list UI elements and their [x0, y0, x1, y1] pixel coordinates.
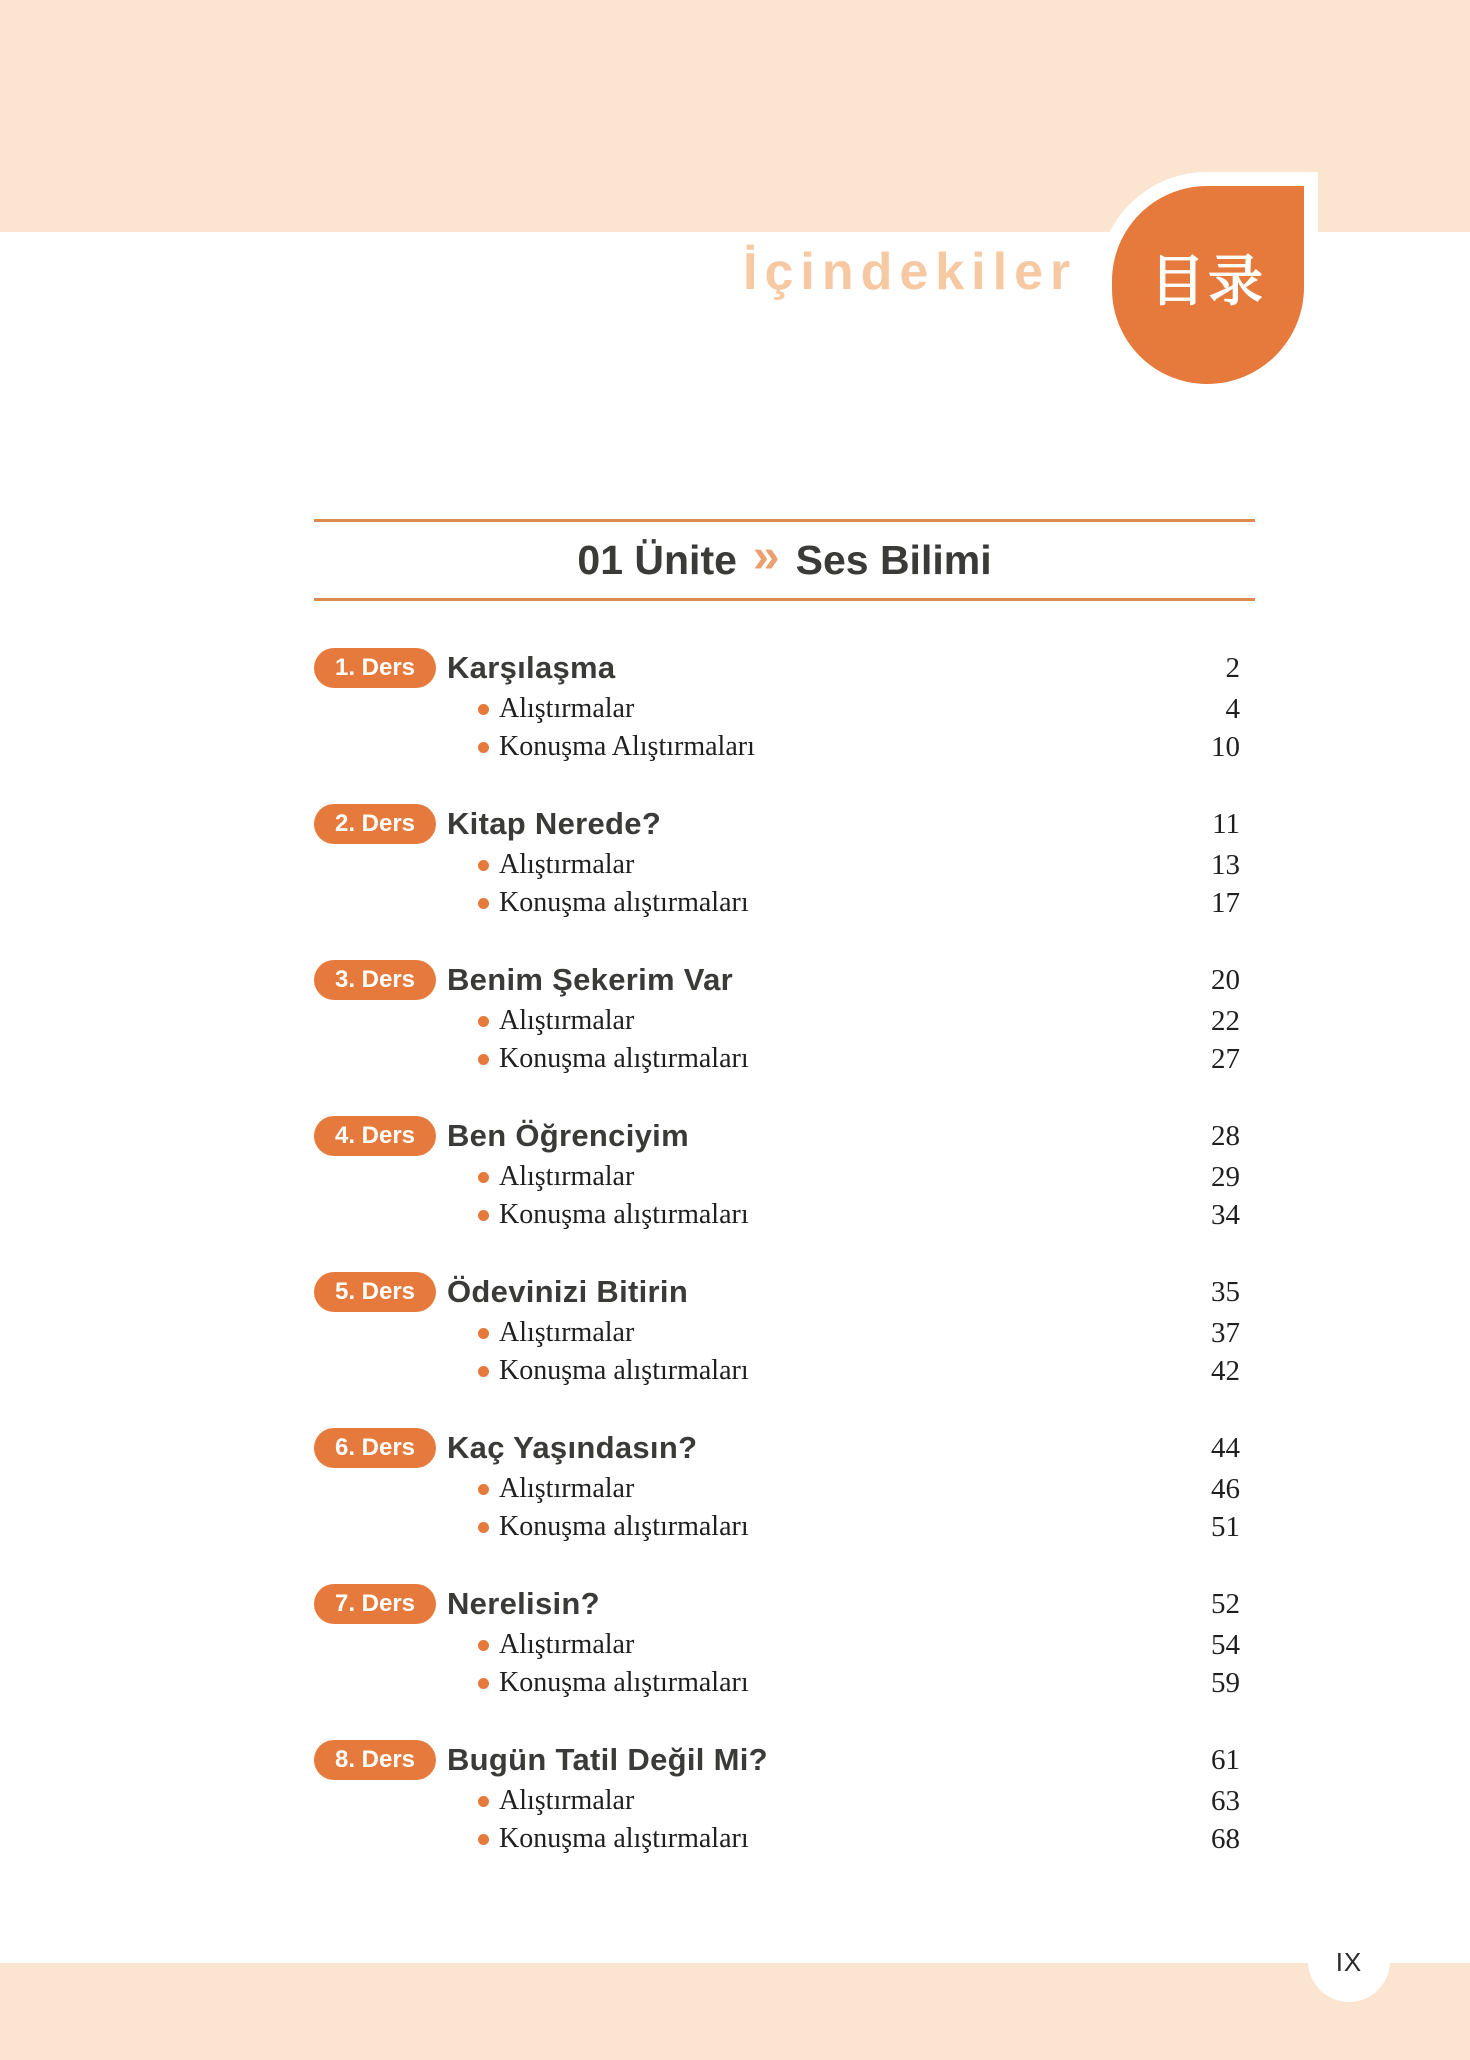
lesson-block	[314, 1270, 1255, 1390]
chevron-right-icon: »	[752, 530, 780, 583]
lesson-block	[314, 1426, 1255, 1546]
lesson-block	[314, 646, 1255, 766]
lesson-subitem-row	[314, 1470, 1255, 1508]
lesson-title: Kitap Nerede?	[447, 806, 662, 841]
lesson-title-row	[314, 1270, 1255, 1314]
subitem-label: Alıştırmalar	[499, 1161, 635, 1192]
lesson-subitem-row	[314, 1196, 1255, 1234]
lesson-subitem-row	[314, 728, 1255, 766]
subitem-page-number: 13	[1211, 848, 1240, 881]
subitem-label: Konuşma alıştırmaları	[499, 1667, 749, 1698]
lesson-page-number: 35	[1211, 1275, 1240, 1308]
subitem-label: Alıştırmalar	[499, 1317, 635, 1348]
subitem-label: Konuşma Alıştırmaları	[499, 731, 755, 762]
unit-number: 01 Ünite	[577, 536, 737, 583]
lesson-number-badge: 1. Ders	[314, 648, 436, 688]
lesson-subitem-row	[314, 1314, 1255, 1352]
lesson-page-number: 44	[1211, 1431, 1240, 1464]
page-title: İçindekiler	[743, 243, 1078, 301]
contents-badge-inner	[1112, 186, 1304, 384]
lesson-title: Bugün Tatil Değil Mi?	[447, 1742, 768, 1777]
lesson-block	[314, 802, 1255, 922]
lesson-number-badge: 3. Ders	[314, 960, 436, 1000]
lesson-title-row	[314, 958, 1255, 1002]
lesson-page-number: 2	[1225, 651, 1240, 684]
lesson-block	[314, 958, 1255, 1078]
lesson-number-badge: 5. Ders	[314, 1272, 436, 1312]
lesson-title: Kaç Yaşındasın?	[447, 1430, 698, 1465]
lesson-page-number: 20	[1211, 963, 1240, 996]
bullet-icon	[478, 1678, 489, 1689]
lesson-block	[314, 1738, 1255, 1858]
bullet-icon	[478, 860, 489, 871]
subitem-page-number: 51	[1211, 1510, 1240, 1543]
subitem-label: Konuşma alıştırmaları	[499, 887, 749, 918]
bullet-icon	[478, 1210, 489, 1221]
bottom-band	[0, 1963, 1470, 2060]
lesson-subitem-row	[314, 1352, 1255, 1390]
bullet-icon	[478, 742, 489, 753]
subitem-label: Konuşma alıştırmaları	[499, 1043, 749, 1074]
subitem-page-number: 46	[1211, 1472, 1240, 1505]
subitem-page-number: 68	[1211, 1822, 1240, 1855]
lesson-title-row	[314, 1426, 1255, 1470]
bullet-icon	[478, 1328, 489, 1339]
bullet-icon	[478, 1484, 489, 1495]
lesson-title-row	[314, 1582, 1255, 1626]
lesson-title-row	[314, 1114, 1255, 1158]
lesson-title-row	[314, 1738, 1255, 1782]
lesson-number-badge: 4. Ders	[314, 1116, 436, 1156]
lesson-number-badge: 7. Ders	[314, 1584, 436, 1624]
subitem-page-number: 37	[1211, 1316, 1240, 1349]
bullet-icon	[478, 1834, 489, 1845]
subitem-label: Alıştırmalar	[499, 1629, 635, 1660]
bullet-icon	[478, 1640, 489, 1651]
lesson-title-row	[314, 802, 1255, 846]
lesson-number-badge: 8. Ders	[314, 1740, 436, 1780]
unit-header	[314, 519, 1255, 601]
subitem-label: Alıştırmalar	[499, 849, 635, 880]
subitem-label: Alıştırmalar	[499, 1785, 635, 1816]
lesson-block	[314, 1114, 1255, 1234]
lesson-subitem-row	[314, 1158, 1255, 1196]
lesson-list	[314, 646, 1255, 1894]
subitem-page-number: 4	[1225, 692, 1240, 725]
subitem-label: Konuşma alıştırmaları	[499, 1355, 749, 1386]
lesson-title: Karşılaşma	[447, 650, 616, 685]
subitem-page-number: 34	[1211, 1198, 1240, 1231]
lesson-number-badge: 2. Ders	[314, 804, 436, 844]
lesson-title: Nerelisin?	[447, 1586, 600, 1621]
subitem-label: Alıştırmalar	[499, 1473, 635, 1504]
lesson-subitem-row	[314, 1664, 1255, 1702]
bullet-icon	[478, 898, 489, 909]
lesson-page-number: 28	[1211, 1119, 1240, 1152]
unit-title: Ses Bilimi	[795, 536, 992, 583]
lesson-page-number: 52	[1211, 1587, 1240, 1620]
subitem-label: Alıştırmalar	[499, 1005, 635, 1036]
subitem-page-number: 22	[1211, 1004, 1240, 1037]
subitem-page-number: 10	[1211, 730, 1240, 763]
lesson-subitem-row	[314, 1040, 1255, 1078]
lesson-subitem-row	[314, 884, 1255, 922]
lesson-title-row	[314, 646, 1255, 690]
bullet-icon	[478, 1054, 489, 1065]
bullet-icon	[478, 1796, 489, 1807]
lesson-page-number: 61	[1211, 1743, 1240, 1776]
subitem-page-number: 54	[1211, 1628, 1240, 1661]
lesson-title: Benim Şekerim Var	[447, 962, 733, 997]
bullet-icon	[478, 704, 489, 715]
subitem-label: Konuşma alıştırmaları	[499, 1511, 749, 1542]
lesson-subitem-row	[314, 846, 1255, 884]
subitem-page-number: 42	[1211, 1354, 1240, 1387]
bullet-icon	[478, 1172, 489, 1183]
lesson-subitem-row	[314, 690, 1255, 728]
contents-badge-blob	[1098, 172, 1318, 398]
lesson-subitem-row	[314, 1508, 1255, 1546]
subitem-page-number: 63	[1211, 1784, 1240, 1817]
lesson-title: Ödevinizi Bitirin	[447, 1274, 689, 1309]
lesson-page-number: 11	[1212, 807, 1240, 840]
lesson-subitem-row	[314, 1626, 1255, 1664]
lesson-subitem-row	[314, 1820, 1255, 1858]
bullet-icon	[478, 1366, 489, 1377]
lesson-number-badge: 6. Ders	[314, 1428, 436, 1468]
folio-page-number: IX	[1335, 1946, 1363, 1977]
lesson-title: Ben Öğrenciyim	[447, 1118, 689, 1153]
subitem-label: Konuşma alıştırmaları	[499, 1199, 749, 1230]
subitem-label: Konuşma alıştırmaları	[499, 1823, 749, 1854]
lesson-subitem-row	[314, 1782, 1255, 1820]
bullet-icon	[478, 1016, 489, 1027]
lesson-block	[314, 1582, 1255, 1702]
subitem-page-number: 29	[1211, 1160, 1240, 1193]
subitem-page-number: 17	[1211, 886, 1240, 919]
subitem-label: Alıştırmalar	[499, 693, 635, 724]
subitem-page-number: 27	[1211, 1042, 1240, 1075]
bullet-icon	[478, 1522, 489, 1533]
subitem-page-number: 59	[1211, 1666, 1240, 1699]
contents-badge-label: 目录	[1149, 249, 1266, 312]
lesson-subitem-row	[314, 1002, 1255, 1040]
